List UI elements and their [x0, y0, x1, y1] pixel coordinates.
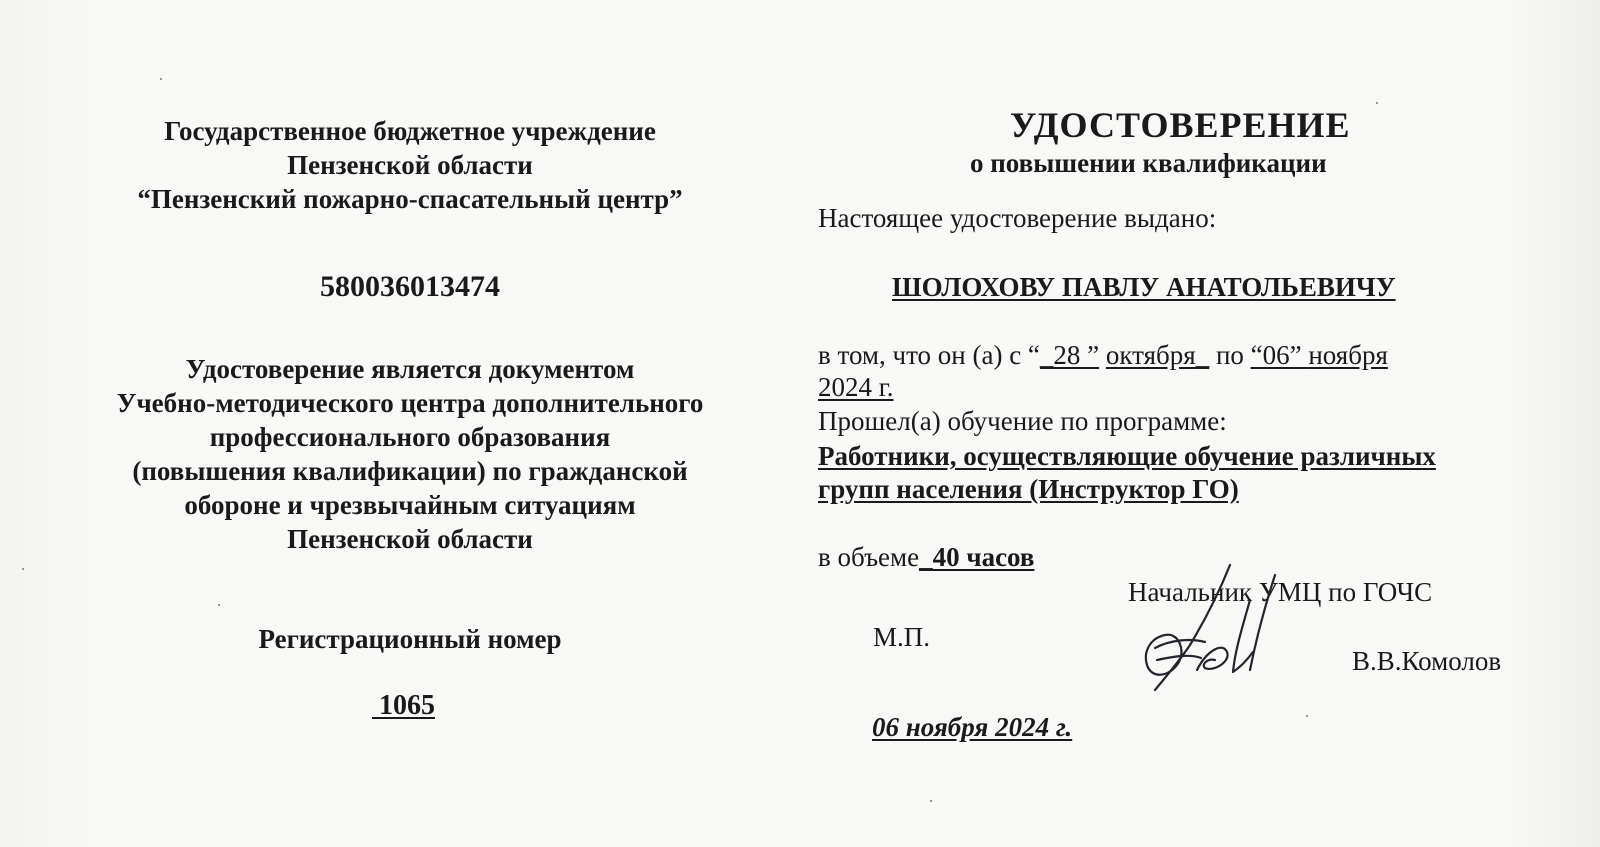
reg-label: Регистрационный номер: [258, 624, 562, 654]
volume-line: [818, 542, 1034, 573]
scan-speck: [22, 568, 24, 570]
handwritten-signature: [1135, 560, 1295, 710]
issued-to-label: Настоящее удостоверение выдано:: [818, 203, 1217, 233]
volume-value: _40 часов: [919, 542, 1035, 572]
reg-label-block: [60, 622, 760, 656]
day-to: “06” ноября: [1250, 340, 1388, 370]
program-line-2: групп населения (Инструктор ГО): [818, 474, 1239, 504]
desc-line-2: Учебно-методического центра дополнительного: [116, 388, 704, 418]
period-prefix: в том, что он (а) с “: [818, 340, 1040, 370]
org-line-2: Пензенской области: [287, 150, 533, 180]
desc-line-5: обороне и чрезвычайным ситуациям: [184, 490, 636, 520]
scan-speck: [218, 604, 220, 606]
scan-speck: [930, 800, 932, 802]
program-line-1: Работники, осуществляющие обучение различных: [818, 441, 1436, 471]
stamp-place: М.П.: [873, 622, 931, 652]
scan-speck: [160, 78, 162, 80]
document-title: УДОСТОВЕРЕНИЕ: [1010, 105, 1351, 145]
chief-title: Начальник УМЦ по ГОЧС: [1128, 577, 1433, 607]
cert-number-block: [60, 270, 760, 304]
period-mid: по: [1215, 340, 1244, 370]
scan-speck: [1306, 715, 1308, 717]
chief-name: В.В.Комолов: [1352, 646, 1502, 676]
cert-number: 580036013474: [320, 270, 500, 303]
document-subtitle: о повышении квалификации: [970, 148, 1327, 178]
volume-label: в объеме: [818, 542, 920, 572]
org-line-1: Государственное бюджетное учреждение: [164, 116, 656, 146]
organization-block: [60, 114, 760, 216]
desc-line-1: Удостоверение является документом: [185, 354, 635, 384]
scan-speck: [1376, 102, 1378, 104]
desc-line-6: Пензенской области: [287, 524, 533, 554]
program-label: Прошел(а) обучение по программе:: [818, 406, 1227, 436]
month-from: октября_: [1105, 340, 1210, 370]
reg-number: 1065: [379, 690, 435, 721]
issue-date: 06 ноября 2024 г.: [872, 712, 1073, 742]
desc-line-3: профессионального образования: [209, 422, 611, 452]
year: 2024 г.: [818, 372, 894, 402]
day-from: _28 ”: [1039, 340, 1100, 370]
org-line-3: “Пензенский пожарно-спасательный центр”: [137, 184, 683, 214]
desc-line-4: (повышения квалификации) по гражданской: [132, 456, 688, 486]
description-block: [60, 352, 760, 556]
recipient-name: ШОЛОХОВУ ПАВЛУ АНАТОЛЬЕВИЧУ: [892, 272, 1396, 302]
period-line: [818, 340, 1388, 371]
